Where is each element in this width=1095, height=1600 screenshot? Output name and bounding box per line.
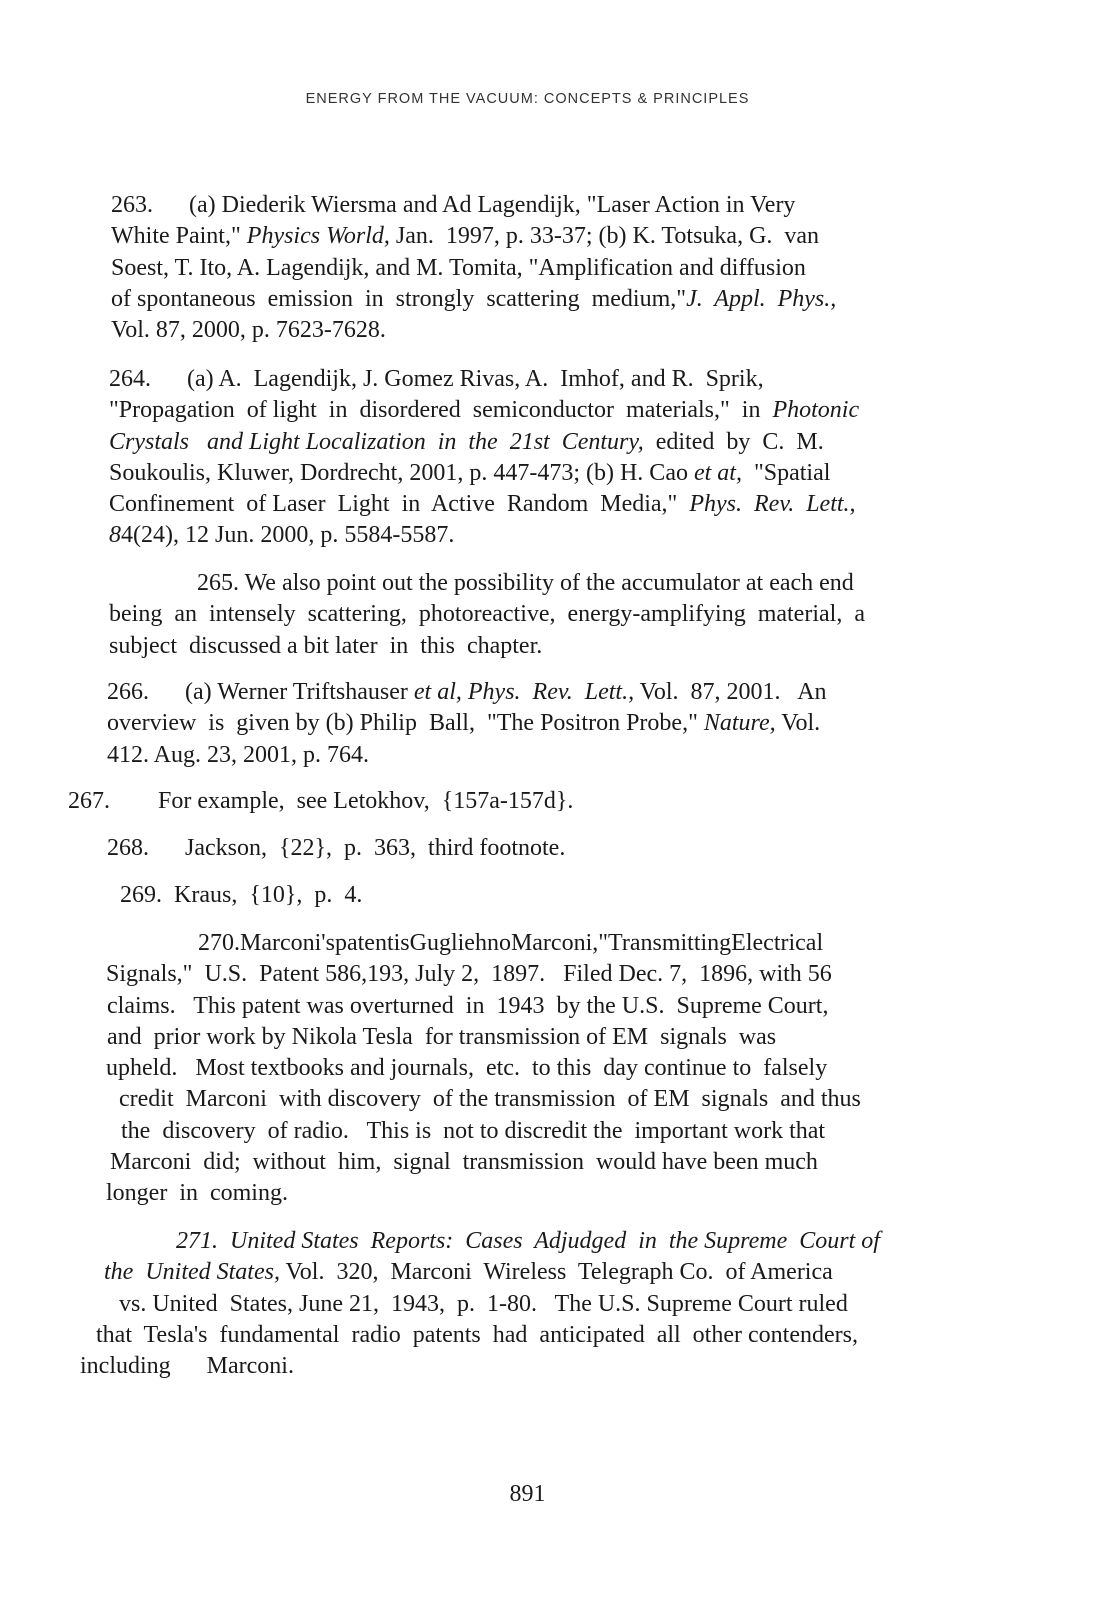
journal-title: Phys. Rev. Lett., — [689, 491, 856, 518]
book-title: Crystals and Light Localization in the 21st Century, — [109, 428, 644, 455]
note-text: Vol. 87, 2001. An — [634, 679, 827, 705]
latin-abbrev: et at, — [693, 459, 742, 486]
endnote-263 — [111, 190, 836, 346]
note-line — [107, 677, 827, 708]
note-line: Soest, T. Ito, A. Lagendijk, and M. Tomita, "Amplification and diffusion — [111, 254, 806, 281]
note-line: upheld. Most textbooks and journals, etc. to this day continue to falsely — [106, 1055, 828, 1082]
case-reports-title: the United States, — [104, 1259, 280, 1286]
note-text: 4(24), 12 Jun. 2000, p. 5584-5587. — [121, 522, 455, 549]
note-line: being an intensely scattering, photoreactive, energy-amplifying material, a — [109, 601, 865, 628]
journal-title: Nature, — [703, 710, 776, 737]
note-line — [109, 427, 859, 458]
note-line: 268. Jackson, {22}, p. 363, third footnote. — [107, 835, 566, 861]
running-header: ENERGY FROM THE VACUUM: CONCEPTS & PRINCIPLES — [305, 91, 750, 107]
note-text: of spontaneous emission in strongly scattering medium," — [111, 285, 687, 312]
note-line — [109, 395, 859, 426]
note-line: 412. Aug. 23, 2001, p. 764. — [107, 741, 370, 768]
note-line — [109, 458, 859, 489]
note-text: 266. (a) Werner Triftshauser — [107, 679, 414, 705]
page-number: 891 — [509, 1481, 546, 1507]
note-line: Marconi did; without him, signal transmission would have been much — [110, 1149, 818, 1176]
note-line — [111, 284, 836, 315]
note-text: Vol. — [775, 710, 821, 737]
journal-title: Physics World, — [246, 223, 390, 250]
endnote-265 — [109, 568, 865, 662]
volume-number: 8 — [109, 522, 121, 549]
note-line: 269. Kraus, {10}, p. 4. — [120, 882, 363, 908]
note-line: credit Marconi with discovery of the transmission of EM signals and thus — [119, 1086, 861, 1113]
note-line: Vol. 87, 2000, p. 7623-7628. — [111, 317, 386, 344]
note-line: the discovery of radio. This is not to discredit the important work that — [121, 1117, 826, 1144]
note-line: 264. (a) A. Lagendijk, J. Gomez Rivas, A. Imhof, and R. Sprik, — [109, 366, 764, 392]
book-title: Photonic — [772, 397, 860, 424]
note-line: that Tesla's fundamental radio patents had anticipated all other contenders, — [96, 1321, 858, 1348]
note-line — [109, 489, 859, 520]
note-line — [80, 1226, 880, 1257]
note-line: vs. United States, June 21, 1943, p. 1-80. The U.S. Supreme Court ruled — [119, 1290, 848, 1317]
note-text: edited by C. M. — [643, 428, 824, 455]
note-line: 263. (a) Diederik Wiersma and Ad Lagendijk, "Laser Action in Very — [111, 192, 796, 218]
note-text: White Paint," — [111, 223, 247, 250]
endnote-270 — [106, 928, 861, 1210]
note-line: 265. We also point out the possibility of the accumulator at each end — [197, 570, 854, 596]
note-line — [80, 1257, 880, 1288]
journal-title: J. Appl. Phys., — [686, 285, 837, 312]
case-reports-title: 271. United States Reports: Cases Adjudged in the Supreme Court of — [176, 1228, 880, 1254]
note-line: and prior work by Nikola Tesla for transmission of EM signals was — [107, 1023, 777, 1050]
note-text: Vol. 320, Marconi Wireless Telegraph Co. of America — [279, 1259, 833, 1286]
note-line: including Marconi. — [80, 1353, 294, 1380]
note-line: subject discussed a bit later in this chapter. — [109, 632, 543, 659]
endnote-266 — [107, 677, 827, 771]
note-line — [111, 221, 836, 252]
note-text: Jan. 1997, p. 33-37; (b) K. Totsuka, G. van — [389, 223, 820, 250]
note-text: "Spatial — [741, 459, 831, 486]
note-line: Signals," U.S. Patent 586,193, July 2, 1897. Filed Dec. 7, 1896, with 56 — [106, 961, 832, 988]
note-text: overview is given by (b) Philip Ball, "The Positron Probe," — [107, 710, 704, 737]
note-line: 270.Marconi'spatentisGugliehnoMarconi,"TransmittingElectrical — [198, 930, 824, 956]
note-line: 267. For example, see Letokhov, {157a-157d}. — [68, 788, 574, 814]
endnote-264 — [109, 364, 859, 552]
note-line — [109, 520, 859, 551]
note-text: Confinement of Laser Light in Active Random Media," — [109, 491, 690, 518]
journal-title: et al, Phys. Rev. Lett., — [413, 679, 635, 705]
endnote-269 — [120, 880, 362, 911]
note-line: claims. This patent was overturned in 1943 by the U.S. Supreme Court, — [107, 992, 829, 1019]
note-text: Soukoulis, Kluwer, Dordrecht, 2001, p. 447-473; (b) H. Cao — [109, 459, 694, 486]
endnote-271 — [80, 1226, 880, 1382]
endnote-267 — [68, 786, 573, 817]
endnote-268 — [107, 833, 565, 864]
note-line: longer in coming. — [106, 1180, 288, 1207]
note-line — [107, 708, 827, 739]
note-text: "Propagation of light in disordered semiconductor materials," in — [109, 397, 773, 424]
